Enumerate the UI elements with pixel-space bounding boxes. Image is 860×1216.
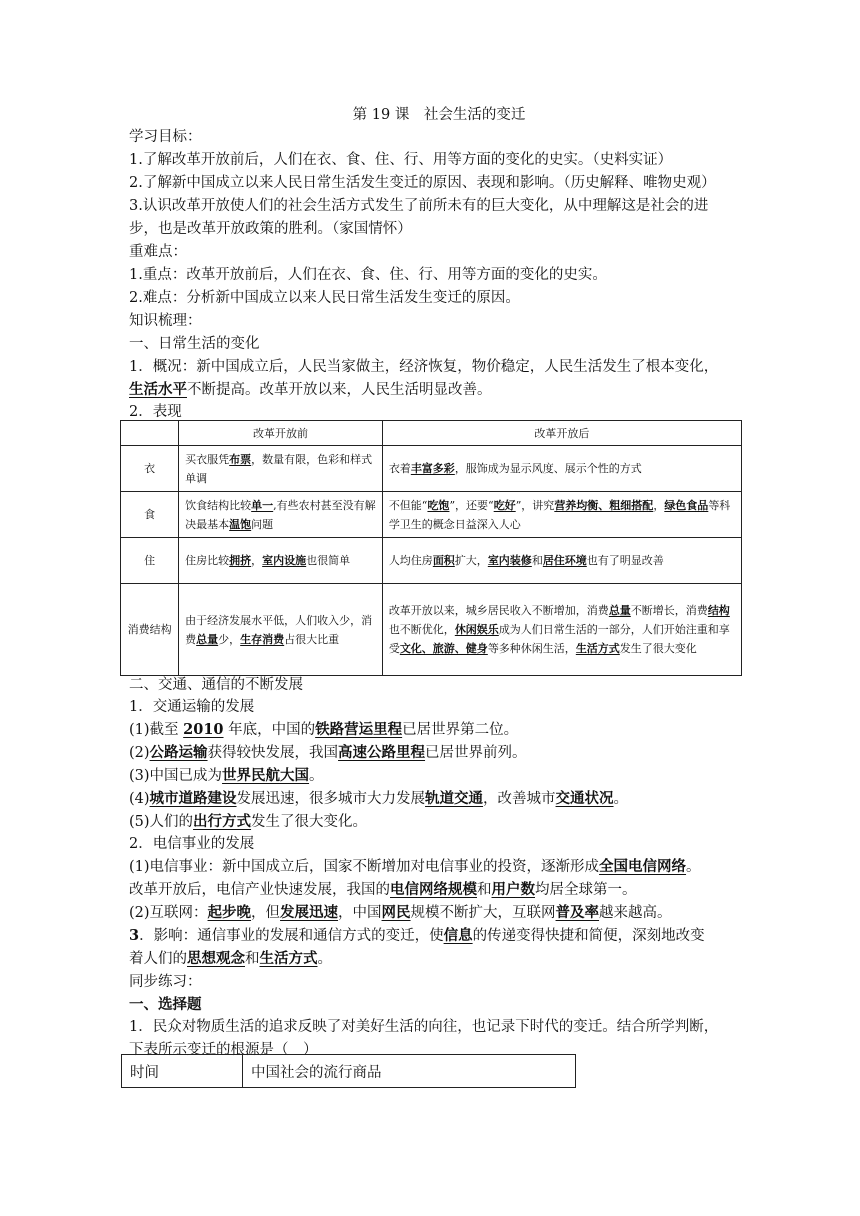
goal-line: 1.了解改革开放前后，人们在衣、食、住、行、用等方面的变化的史实。（史料实证） xyxy=(129,152,673,168)
list-item: (2)互联网：起步晚，但发展迅速，中国网民规模不断扩大，互联网普及率越来越高。 xyxy=(129,904,672,921)
table-cell: 时间 xyxy=(122,1055,243,1088)
key-line: 2.难点：分析新中国成立以来人民日常生活发生变迁的原因。 xyxy=(129,290,520,306)
table-cell: 食 xyxy=(121,492,179,538)
table-cell: 住 xyxy=(121,538,179,584)
key-heading: 重难点： xyxy=(129,244,187,260)
subheading: 1．交通运输的发展 xyxy=(129,699,255,715)
table-cell: 衣着丰富多彩，服饰成为显示风度、展示个性的方式 xyxy=(382,446,741,492)
subheading: 2．表现 xyxy=(129,404,182,420)
goals-heading: 学习目标： xyxy=(129,129,202,145)
key-line: 1.重点：改革开放前后，人们在衣、食、住、行、用等方面的变化的史实。 xyxy=(129,267,607,283)
table-row xyxy=(121,492,742,538)
table-header-cell: 改革开放前 xyxy=(179,421,383,446)
table-row xyxy=(122,1055,576,1088)
section-heading: 二、交通、通信的不断发展 xyxy=(129,677,303,693)
paragraph: 生活水平不断提高。改革开放以来，人民生活明显改善。 xyxy=(129,381,492,398)
choice-heading: 一、选择题 xyxy=(129,996,202,1013)
table-row xyxy=(121,446,742,492)
subheading: 2．电信事业的发展 xyxy=(129,836,255,852)
table-cell xyxy=(121,421,179,446)
list-item: (4)城市道路建设发展迅速，很多城市大力发展轨道交通，改善城市交通状况。 xyxy=(129,790,629,807)
key-term: 生活水平 xyxy=(129,381,187,398)
table-cell: 人均住房面积扩大，室内装修和居住环境也有了明显改善 xyxy=(382,538,741,584)
table-header-cell: 改革开放后 xyxy=(382,421,741,446)
table-row xyxy=(121,538,742,584)
question-table xyxy=(121,1054,576,1088)
table-cell: 消费结构 xyxy=(121,584,179,676)
table-cell: 中国社会的流行商品 xyxy=(243,1055,576,1088)
question-text: 下表所示变迁的根源是（ ） xyxy=(129,1042,318,1058)
table-row xyxy=(121,584,742,676)
comparison-table xyxy=(120,420,742,676)
table-cell: 不但能“吃饱”，还要“吃好”，讲究营养均衡、粗细搭配，绿色食品等科学卫生的概念日益深入人心 xyxy=(382,492,741,538)
table-cell: 住房比较拥挤，室内设施也很简单 xyxy=(179,538,383,584)
list-item: (3)中国已成为世界民航大国。 xyxy=(129,767,324,784)
list-item: (1)截至 2010 年底，中国的铁路营运里程已居世界第二位。 xyxy=(129,721,519,738)
goal-line: 3.认识改革开放使人们的社会生活方式发生了前所未有的巨大变化，从中理解这是社会的进 xyxy=(129,198,709,214)
question-text: 1．民众对物质生活的追求反映了对美好生活的向往，也记录下时代的变迁。结合所学判断， xyxy=(129,1019,719,1035)
section-heading: 一、日常生活的变化 xyxy=(129,336,260,352)
table-cell: 买衣服凭布票，数量有限，色彩和样式单调 xyxy=(179,446,383,492)
table-cell: 改革开放以来，城乡居民收入不断增加，消费总量不断增长，消费结构也不断优化，休闲娱乐成为人们日常生活的一部分，人们开始注重和享受文化、旅游、健身等多种休闲生活，生活方式发生了很大变化 xyxy=(382,584,741,676)
list-item: (2)公路运输获得较快发展，我国高速公路里程已居世界前列。 xyxy=(129,744,527,761)
table-cell: 衣 xyxy=(121,446,179,492)
table-cell: 由于经济发展水平低，人们收入少，消费总量少，生存消费占很大比重 xyxy=(179,584,383,676)
goal-line: 2.了解新中国成立以来人民日常生活发生变迁的原因、表现和影响。（历史解释、唯物史观） xyxy=(129,175,716,191)
knowledge-heading: 知识梳理： xyxy=(129,313,202,329)
lesson-title: 第 19 课 社会生活的变迁 xyxy=(352,107,526,123)
list-item: (5)人们的出行方式发生了很大变化。 xyxy=(129,813,368,830)
list-item: (1)电信事业：新中国成立后，国家不断增加对电信事业的投资，逐渐形成全国电信网络。 xyxy=(129,858,701,875)
paragraph: 3．影响：通信事业的发展和通信方式的变迁，使信息的传递变得快捷和简便，深刻地改变 xyxy=(129,927,705,944)
list-item: 改革开放后，电信产业快速发展，我国的电信网络规模和用户数均居全球第一。 xyxy=(129,881,637,898)
practice-heading: 同步练习： xyxy=(129,974,202,990)
table-header-row xyxy=(121,421,742,446)
table-cell: 饮食结构比较单一,有些农村甚至没有解决最基本温饱问题 xyxy=(179,492,383,538)
paragraph: 着人们的思想观念和生活方式。 xyxy=(129,950,332,967)
goal-line: 步，也是改革开放政策的胜利。（家国情怀） xyxy=(129,221,412,237)
paragraph: 1．概况：新中国成立后，人民当家做主，经济恢复，物价稳定，人民生活发生了根本变化， xyxy=(129,359,719,375)
